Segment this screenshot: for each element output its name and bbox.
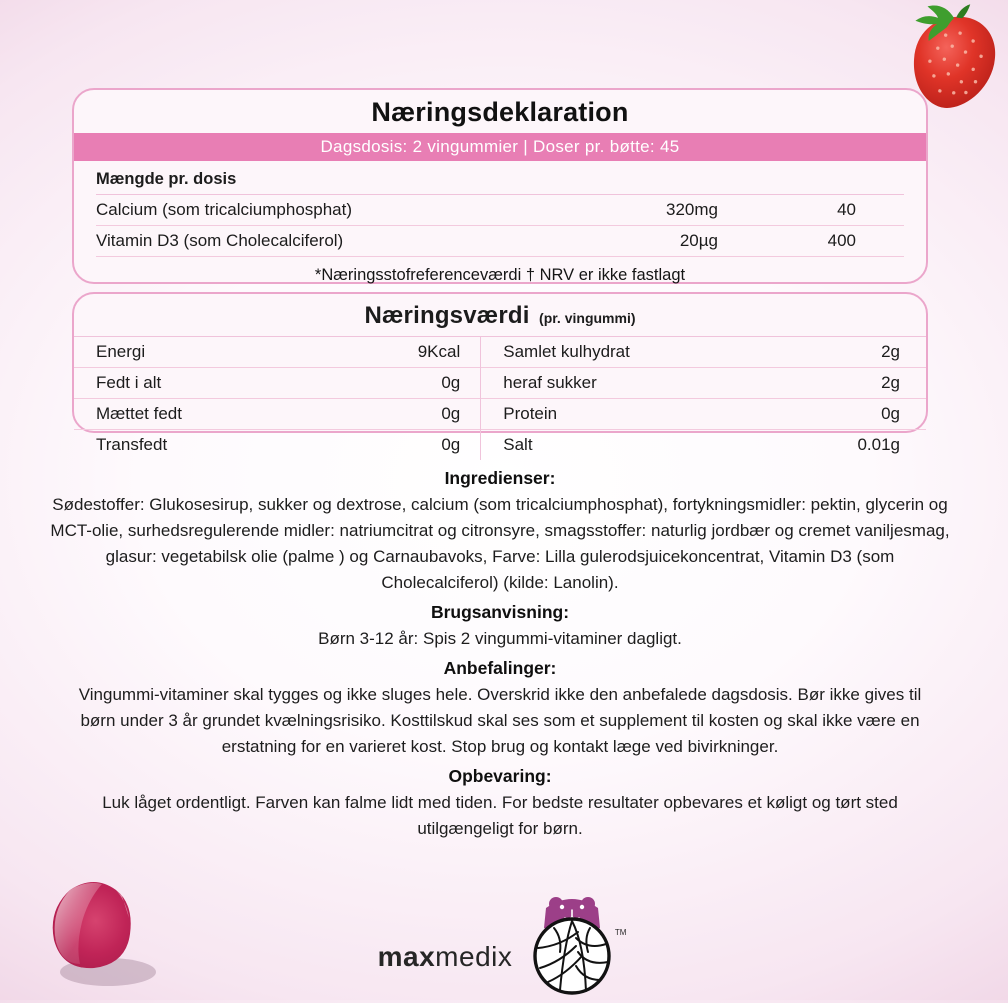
table-row	[74, 368, 480, 399]
nutrient-nrv: 40	[837, 200, 856, 219]
trademark-symbol: TM	[614, 927, 627, 937]
brand-light-part: medix	[435, 940, 513, 972]
table-row	[96, 195, 904, 226]
table-row	[481, 368, 926, 399]
card2-title: Næringsværdi	[364, 302, 530, 329]
value-label: heraf sukker	[503, 373, 597, 392]
section-body: Børn 3-12 år: Spis 2 vingummi-vitaminer dagligt.	[318, 629, 682, 648]
value-label: Samlet kulhydrat	[503, 342, 630, 361]
table-row	[74, 430, 480, 460]
dose-table	[74, 161, 926, 285]
brand-wordmark	[378, 941, 513, 973]
value-amount: 9Kcal	[417, 342, 461, 361]
dose-table-header: Mængde pr. dosis	[96, 161, 904, 195]
value-label: Protein	[503, 404, 558, 423]
info-sections	[45, 462, 955, 842]
table-row	[96, 226, 904, 257]
card2-subtitle: (pr. vingummi)	[539, 310, 636, 326]
value-amount: 2g	[881, 342, 900, 361]
value-label: Transfedt	[96, 435, 168, 454]
nutrient-name: Calcium (som tricalciumphosphat)	[96, 200, 353, 219]
section-heading: Opbevaring:	[448, 766, 552, 786]
nutrition-values-card	[72, 292, 928, 454]
value-amount: 0g	[441, 435, 461, 454]
value-label: Salt	[503, 435, 533, 454]
table-row	[74, 399, 480, 430]
table-row	[481, 430, 926, 460]
section-directions	[45, 602, 955, 652]
value-label: Energi	[96, 342, 146, 361]
section-recommendations	[45, 658, 955, 760]
section-storage	[45, 766, 955, 842]
brand-logo	[0, 893, 1000, 998]
section-body: Sødestoffer: Glukosesirup, sukker og dextrose, calcium (som tricalciumphosphat), fortykningsmidler: pektin, glycerin og MCT-olie, surhedsregulerende midler: natriumcitrat og citronsyre, smagsstoffer: naturlig jordbær og cremet vaniljesmag, glasur: vegetabilsk olie (palme ) og Carnaubavoks, Farve: Lilla gulerodsjuicekoncentrat, Vitamin D3 (som Cholecalciferol) (kilde: Lanolin).	[50, 495, 950, 592]
value-amount: 0.01g	[857, 435, 900, 454]
card2-titlebar	[74, 294, 926, 337]
section-ingredients	[45, 468, 955, 596]
nutrient-nrv: 400	[827, 231, 856, 250]
value-label: Fedt i alt	[96, 373, 162, 392]
nutrition-declaration-card	[72, 88, 928, 284]
section-body: Luk låget ordentligt. Farven kan falme lidt med tiden. For bedste resultater opbevares et køligt og tørt sted utilgængeligt for børn.	[102, 793, 898, 838]
nrv-footnote: *Næringsstofreferenceværdi † NRV er ikke fastlagt	[314, 266, 686, 284]
table-row	[74, 337, 480, 368]
table-row	[481, 399, 926, 430]
dose-banner: Dagsdosis: 2 vingummier | Doser pr. bøtte: 45	[74, 133, 926, 161]
section-heading: Anbefalinger:	[443, 658, 557, 678]
nutrient-name: Vitamin D3 (som Cholecalciferol)	[96, 231, 344, 250]
bear-leaf-emblem-icon	[526, 894, 627, 998]
values-right-column	[481, 337, 926, 460]
value-amount: 2g	[881, 373, 900, 392]
section-heading: Brugsanvisning:	[430, 602, 570, 622]
nutrient-amount: 20µg	[679, 231, 718, 250]
value-amount: 0g	[441, 373, 461, 392]
value-label: Mættet fedt	[96, 404, 182, 423]
nutrient-amount: 320mg	[666, 200, 718, 219]
table-row	[481, 337, 926, 368]
card1-title: Næringsdeklaration	[371, 97, 629, 127]
brand-bold-part: max	[377, 940, 436, 972]
value-amount: 0g	[441, 404, 461, 423]
section-heading: Ingredienser:	[444, 468, 556, 488]
section-body: Vingummi-vitaminer skal tygges og ikke sluges hele. Overskrid ikke den anbefalede dagsdosis. Bør ikke gives til børn under 3 år grundet kvælningsrisiko. Kosttilskud skal ses som et supplement til kosten og skal ikke være en erstatning for en varieret kost. Stop brug og kontakt læge ved bivirkninger.	[78, 685, 922, 756]
value-amount: 0g	[881, 404, 900, 423]
values-left-column	[74, 337, 481, 460]
